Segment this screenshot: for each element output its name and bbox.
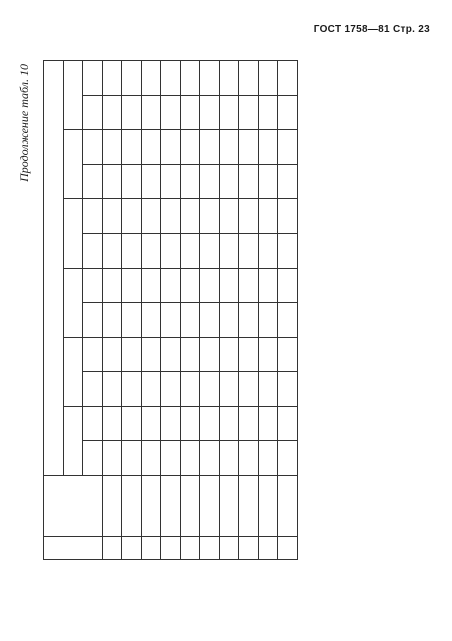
tolerance-cell (219, 268, 239, 303)
tolerance-cell (122, 95, 142, 130)
tolerance-cell (239, 233, 259, 268)
tolerance-cell (161, 164, 181, 199)
tolerance-cell (180, 233, 200, 268)
tolerance-cell (122, 337, 142, 372)
tolerance-cell (278, 406, 298, 441)
frequency-cell (180, 476, 200, 537)
tolerance-cell (258, 372, 278, 407)
diameter-range-header (63, 337, 83, 406)
tolerance-cell (141, 441, 161, 476)
tolerance-cell (219, 95, 239, 130)
tolerance-cell (180, 199, 200, 234)
diameter-group-header (44, 61, 64, 476)
tolerance-cell (161, 199, 181, 234)
tolerance-cell (200, 372, 220, 407)
tolerance-cell (200, 337, 220, 372)
tolerance-cell (102, 441, 122, 476)
tolerance-cell (278, 164, 298, 199)
module-range-header (83, 406, 103, 441)
tolerance-cell (102, 372, 122, 407)
diameter-range-header (63, 61, 83, 130)
tolerance-cell (180, 61, 200, 96)
tolerance-cell (239, 406, 259, 441)
tolerance-cell (258, 61, 278, 96)
tolerance-cell (180, 130, 200, 165)
tolerance-cell (180, 268, 200, 303)
grade-cell (180, 537, 200, 560)
table-row (239, 61, 259, 560)
table-row (200, 61, 220, 560)
tolerance-cell (161, 441, 181, 476)
module-range-header (83, 95, 103, 130)
header-row-1 (44, 61, 64, 560)
tolerance-cell (102, 199, 122, 234)
grade-cell (161, 537, 181, 560)
frequency-cell (161, 476, 181, 537)
tolerance-cell (278, 233, 298, 268)
tolerance-cell (239, 130, 259, 165)
tolerance-cell (180, 164, 200, 199)
tolerance-cell (239, 61, 259, 96)
tolerance-cell (122, 233, 142, 268)
diameter-range-header (63, 268, 83, 337)
grade-cell (219, 537, 239, 560)
tolerance-cell (161, 233, 181, 268)
diameter-range-header (63, 199, 83, 268)
tolerance-cell (219, 164, 239, 199)
tolerance-cell (161, 406, 181, 441)
frequency-cell (122, 476, 142, 537)
tolerance-cell (180, 337, 200, 372)
tolerance-cell (219, 406, 239, 441)
tolerance-cell (219, 441, 239, 476)
tolerance-cell (219, 199, 239, 234)
diameter-range-header (63, 130, 83, 199)
tolerance-cell (180, 303, 200, 338)
table-row (161, 61, 181, 560)
tolerance-cell (161, 61, 181, 96)
tolerance-cell (200, 130, 220, 165)
tolerance-cell (239, 441, 259, 476)
tolerance-cell (141, 199, 161, 234)
tolerance-cell (200, 406, 220, 441)
tolerance-cell (141, 303, 161, 338)
tolerance-cell (102, 61, 122, 96)
frequency-cell (200, 476, 220, 537)
tolerance-cell (278, 337, 298, 372)
tolerance-cell (278, 303, 298, 338)
grade-cell (200, 537, 220, 560)
tolerance-cell (239, 337, 259, 372)
module-range-header (83, 337, 103, 372)
tolerance-cell (141, 61, 161, 96)
tolerance-cell (102, 268, 122, 303)
tolerance-cell (278, 130, 298, 165)
tolerance-cell (141, 95, 161, 130)
grade-cell (141, 537, 161, 560)
module-range-header (83, 441, 103, 476)
module-range-header (83, 130, 103, 165)
tolerance-cell (258, 164, 278, 199)
tolerance-cell (278, 61, 298, 96)
tolerance-cell (239, 268, 259, 303)
tolerance-cell (102, 406, 122, 441)
table-row (102, 61, 122, 560)
tolerance-cell (219, 372, 239, 407)
tolerance-cell (180, 95, 200, 130)
tolerance-cell (200, 95, 220, 130)
tolerance-cell (258, 441, 278, 476)
tolerance-cell (122, 406, 142, 441)
module-range-header (83, 164, 103, 199)
tolerance-cell (239, 303, 259, 338)
tolerance-cell (278, 372, 298, 407)
tolerance-cell (122, 61, 142, 96)
tolerance-cell (141, 337, 161, 372)
tolerance-cell (161, 337, 181, 372)
table-row (141, 61, 161, 560)
tolerance-cell (141, 406, 161, 441)
tolerance-cell (122, 441, 142, 476)
tolerance-cell (141, 268, 161, 303)
frequency-cell (258, 476, 278, 537)
tolerance-cell (278, 268, 298, 303)
table-row (122, 61, 142, 560)
frequency-cell (102, 476, 122, 537)
tolerance-cell (141, 372, 161, 407)
table-row (278, 61, 298, 560)
tolerance-cell (161, 372, 181, 407)
table-row (180, 61, 200, 560)
tolerance-cell (258, 337, 278, 372)
tolerance-cell (258, 406, 278, 441)
tolerance-cell (141, 130, 161, 165)
tolerance-cell (161, 130, 181, 165)
frequency-cell (141, 476, 161, 537)
tolerance-cell (219, 61, 239, 96)
tolerance-cell (258, 130, 278, 165)
tolerance-cell (278, 441, 298, 476)
tolerance-cell (102, 337, 122, 372)
tolerance-cell (122, 372, 142, 407)
frequency-cell (278, 476, 298, 537)
rotated-content (15, 60, 410, 560)
frequency-cell (219, 476, 239, 537)
tolerance-cell (278, 95, 298, 130)
table-caption: Продолжение табл. 10 (17, 64, 31, 182)
tolerance-cell (141, 164, 161, 199)
running-header: ГОСТ 1758—81 Стр. 23 (313, 24, 430, 35)
tolerance-cell (122, 130, 142, 165)
grade-cell (258, 537, 278, 560)
tolerance-cell (180, 372, 200, 407)
tolerance-cell (141, 233, 161, 268)
module-range-header (83, 199, 103, 234)
tolerance-cell (258, 233, 278, 268)
tolerance-cell (278, 199, 298, 234)
tolerance-cell (122, 199, 142, 234)
tolerance-cell (219, 130, 239, 165)
module-range-header (83, 303, 103, 338)
grade-cell (102, 537, 122, 560)
module-range-header (83, 233, 103, 268)
tolerance-cell (122, 268, 142, 303)
tolerance-cell (102, 303, 122, 338)
tolerance-table (43, 60, 298, 560)
tolerance-cell (180, 441, 200, 476)
tolerance-cell (239, 164, 259, 199)
tolerance-cell (200, 268, 220, 303)
tolerance-cell (102, 233, 122, 268)
table-row (219, 61, 239, 560)
tolerance-cell (161, 95, 181, 130)
tolerance-cell (258, 199, 278, 234)
tolerance-cell (102, 95, 122, 130)
tolerance-cell (102, 130, 122, 165)
grade-cell (122, 537, 142, 560)
grade-header (44, 537, 103, 560)
tolerance-cell (122, 303, 142, 338)
grade-cell (239, 537, 259, 560)
module-range-header (83, 372, 103, 407)
tolerance-cell (102, 164, 122, 199)
tolerance-cell (200, 303, 220, 338)
diameter-range-header (63, 406, 83, 475)
tolerance-cell (161, 268, 181, 303)
tolerance-cell (258, 303, 278, 338)
frequency-cell (239, 476, 259, 537)
tolerance-cell (180, 406, 200, 441)
tolerance-cell (200, 164, 220, 199)
grade-cell (278, 537, 298, 560)
tolerance-cell (258, 95, 278, 130)
table-row (258, 61, 278, 560)
tolerance-cell (161, 303, 181, 338)
tolerance-cell (200, 233, 220, 268)
tolerance-cell (122, 164, 142, 199)
tolerance-cell (219, 303, 239, 338)
tolerance-cell (239, 372, 259, 407)
tolerance-cell (200, 199, 220, 234)
tolerance-cell (219, 337, 239, 372)
frequency-header (44, 476, 103, 537)
module-range-header (83, 268, 103, 303)
tolerance-cell (239, 199, 259, 234)
module-range-header (83, 61, 103, 96)
tolerance-cell (258, 268, 278, 303)
tolerance-cell (200, 441, 220, 476)
tolerance-cell (200, 61, 220, 96)
tolerance-cell (239, 95, 259, 130)
tolerance-cell (219, 233, 239, 268)
